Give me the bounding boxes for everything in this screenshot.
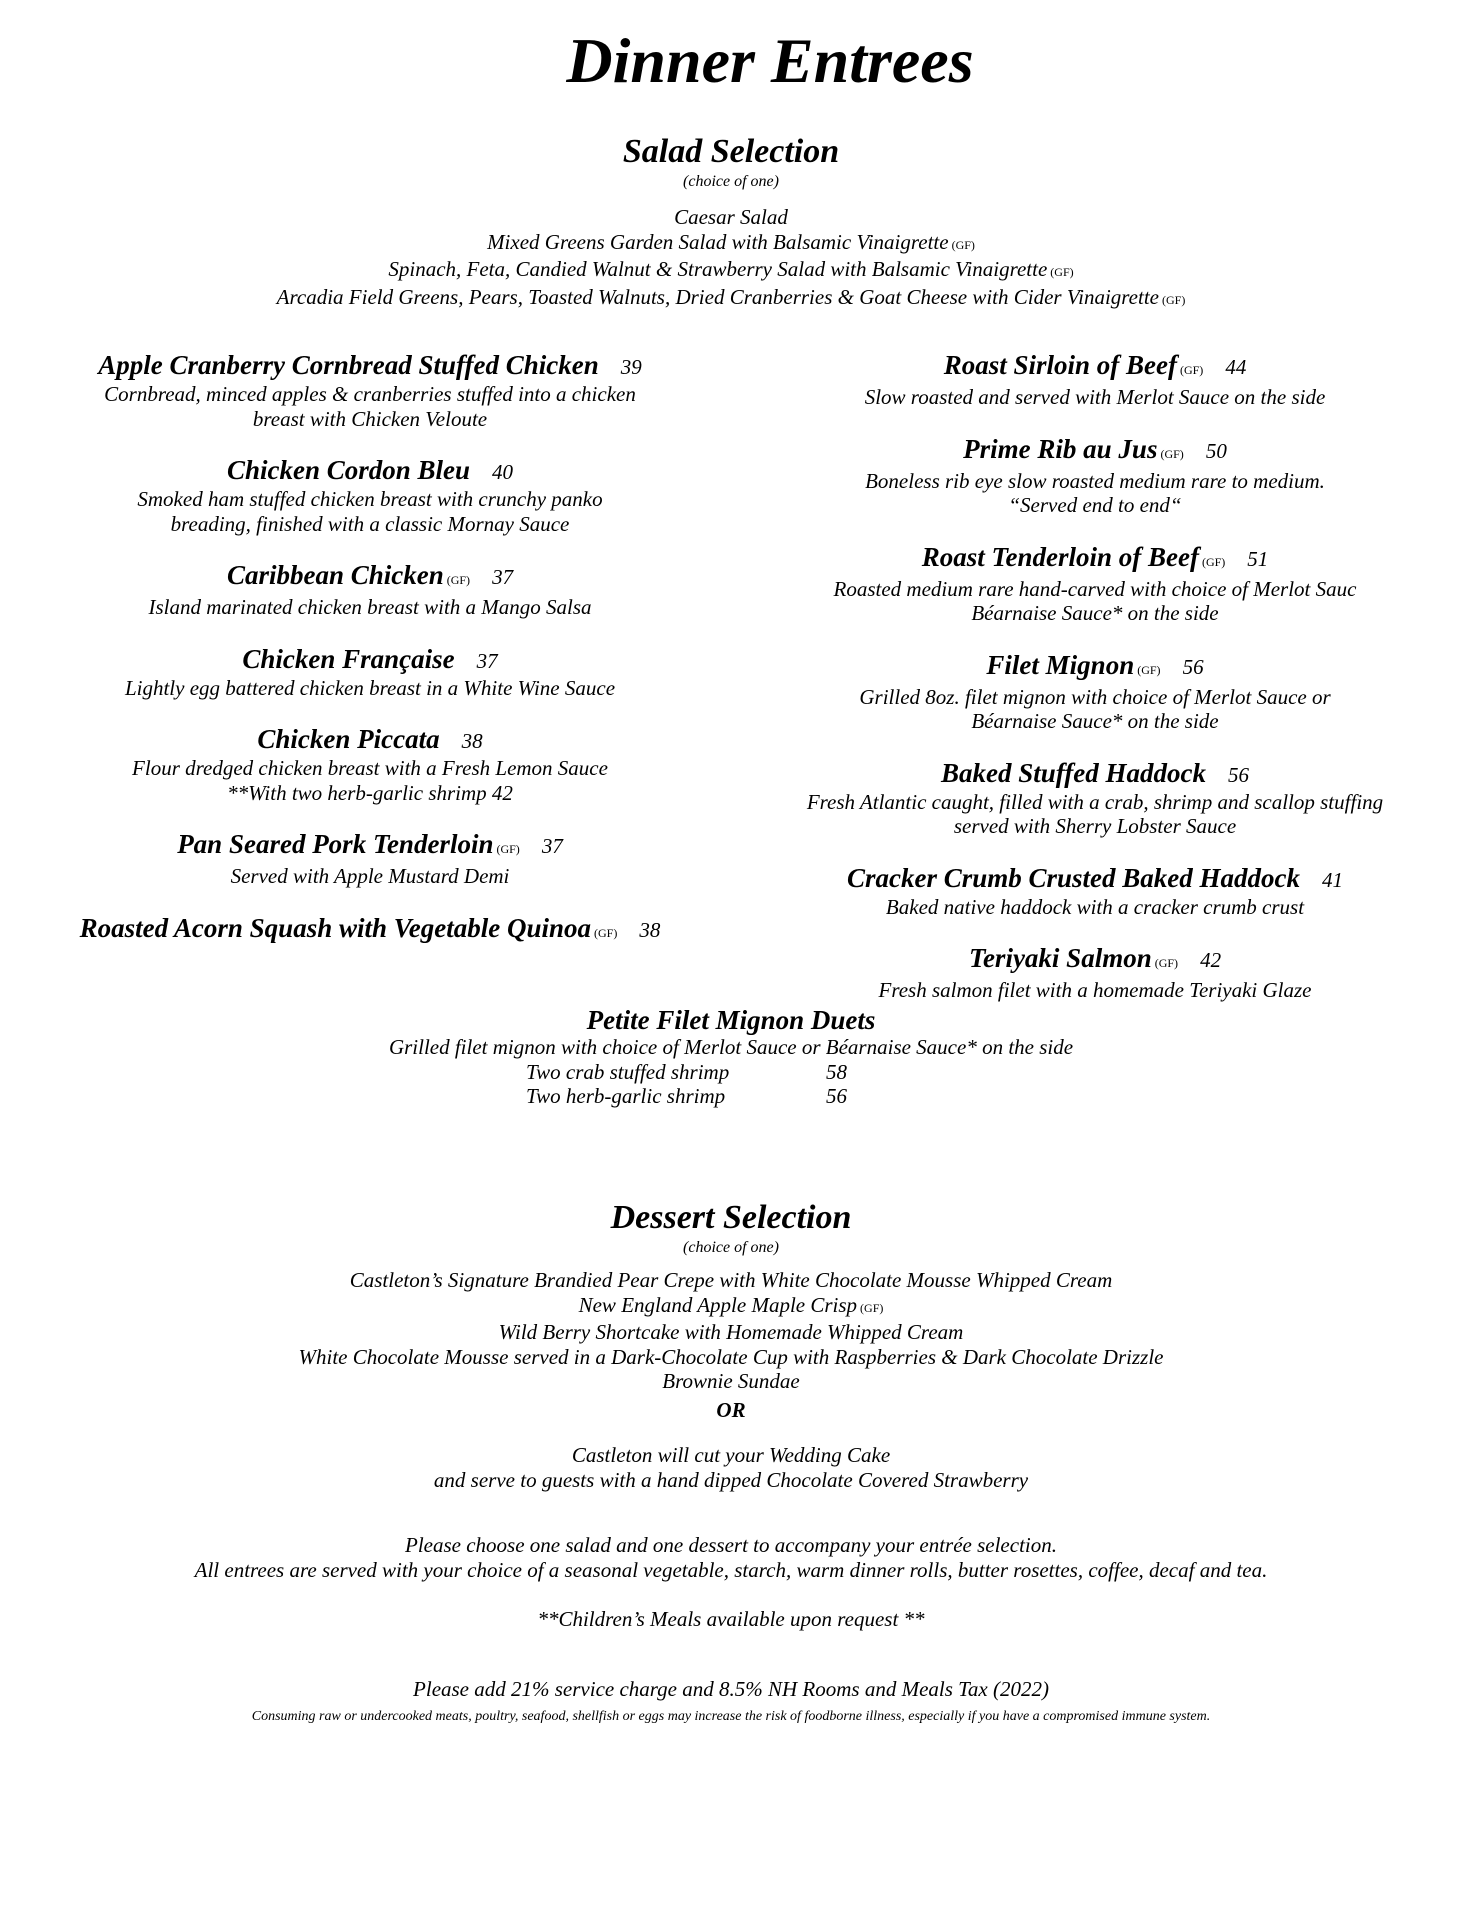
entree-price: 56 [1182,654,1204,679]
entree-description: Served with Apple Mustard Demi [230,864,510,888]
entrees-left-column [40,350,700,972]
entree-item [755,943,1435,1003]
duet-section [0,1005,1462,1109]
entree-item [40,350,700,431]
entree-description: Grilled 8oz. filet mignon with choice of Merlot Sauce or [859,684,1331,709]
entree-price: 41 [1322,867,1344,892]
salad-item: Mixed Greens Garden Salad with Balsamic Vinaigrette (GF) [487,229,975,254]
entree-description: Slow roasted and served with Merlot Sauce on the side [864,385,1326,409]
entree-item [755,650,1435,734]
entree-header [40,455,700,487]
dessert-item: New England Apple Maple Crisp (GF) [578,1292,884,1317]
entree-description: Fresh salmon filet with a homemade Teriyaki Glaze [878,978,1312,1002]
entree-header [40,829,700,864]
entree-name: Filet Mignon [986,649,1135,680]
duet-desc: Grilled filet mignon with choice of Merlot Sauce or Béarnaise Sauce* on the side [388,1035,1074,1059]
entree-item [40,913,700,948]
entree-description: Smoked ham stuffed chicken breast with crunchy panko [137,487,603,511]
entree-description: Cornbread, minced apples & cranberries stuffed into a chicken [104,382,636,406]
entree-description: breast with Chicken Veloute [252,406,488,431]
entree-price: 40 [492,460,514,484]
entree-item [40,560,700,620]
entree-item [40,455,700,536]
salad-heading: Salad Selection [622,133,840,170]
entree-name: Chicken Française [242,643,455,674]
duet-option-price: 58 [826,1059,847,1084]
entree-name: Pan Seared Pork Tenderloin [177,829,494,859]
dessert-item: Brownie Sundae [662,1369,800,1393]
entree-description: Roasted medium rare hand-carved with choice of Merlot Sauc [833,576,1357,601]
entree-description: breading, finished with a classic Mornay Sauce [170,511,570,536]
foodborne-disclaimer: Consuming raw or undercooked meats, poultry, seafood, shellfish or eggs may increase the risk of foodborne illness, especially if you have a compromised immune system. [251,1709,1211,1724]
entree-price: 42 [1200,948,1222,972]
entree-header [40,560,700,595]
gf-tag: (GF) [1050,265,1074,279]
entree-header [755,434,1435,469]
entree-header [755,650,1435,685]
entree-header [40,913,700,948]
entree-description: Boneless rib eye slow roasted medium rare to medium. [865,468,1325,493]
gf-tag: (GF) [1154,956,1179,970]
dessert-item: Castleton’s Signature Brandied Pear Crepe with White Chocolate Mousse Whipped Cream [349,1268,1113,1292]
entree-header [755,943,1435,978]
note-line: All entrees are served with your choice of a seasonal vegetable, starch, warm dinner rolls, butter rosettes, coffee, decaf and tea. [194,1557,1268,1582]
entree-price: 51 [1247,546,1269,571]
entree-name: Baked Stuffed Haddock [941,757,1206,788]
or-divider: OR [716,1398,746,1422]
entree-description: Island marinated chicken breast with a Mango Salsa [148,595,592,619]
entree-name: Teriyaki Salmon [968,943,1152,973]
page-title: Dinner Entrees [566,25,974,96]
gf-tag: (GF) [594,925,618,940]
entree-item [40,724,700,805]
salad-note: (choice of one) [683,173,779,190]
entree-price: 39 [620,355,642,379]
entree-name: Roast Tenderloin of Beef [921,541,1199,572]
duet-option-label: Two crab stuffed shrimp [526,1059,730,1084]
duet-name: Petite Filet Mignon Duets [586,1005,876,1035]
duet-options [526,1060,936,1109]
salad-item: Caesar Salad [674,205,788,229]
gf-tag: (GF) [496,842,520,856]
entree-price: 38 [639,917,661,942]
note-line: Please choose one salad and one dessert to accompany your entrée selection. [405,1533,1057,1557]
entree-price: 37 [492,565,514,589]
entree-item [40,829,700,889]
duet-option [526,1060,936,1085]
entree-name: Chicken Cordon Bleu [226,455,471,485]
entree-name: Caribbean Chicken [226,560,444,590]
salad-list [0,205,1462,312]
gf-tag: (GF) [1179,363,1204,377]
dessert-heading: Dessert Selection [610,1199,852,1236]
wedding-cake-line: Castleton will cut your Wedding Cake [571,1443,891,1467]
gf-tag: (GF) [1137,662,1161,677]
entree-item [40,644,700,701]
entree-header [755,758,1435,790]
salad-item: Spinach, Feta, Candied Walnut & Strawberry Salad with Balsamic Vinaigrette (GF) [388,257,1074,281]
wedding-cake-line: and serve to guests with a hand dipped Chocolate Covered Strawberry [433,1467,1029,1492]
salad-item: Arcadia Field Greens, Pears, Toasted Walnuts, Dried Cranberries & Goat Cheese with Cider Vinaigrette (GF) [276,284,1186,309]
dessert-item: White Chocolate Mousse served in a Dark-Chocolate Cup with Raspberries & Dark Chocolate Drizzle [298,1344,1164,1369]
entree-description: served with Sherry Lobster Sauce [953,814,1237,838]
entree-price: 38 [461,729,483,753]
entree-header [40,644,700,676]
entree-name: Roasted Acorn Squash with Vegetable Quinoa [79,912,591,943]
dessert-note: (choice of one) [683,1239,779,1256]
gf-tag: (GF) [1160,446,1184,461]
gf-tag: (GF) [1201,554,1226,569]
entree-header [755,863,1435,895]
entree-price: 37 [476,648,498,673]
gf-tag: (GF) [1162,292,1186,307]
entree-header [755,542,1435,577]
entree-description: Flour dredged chicken breast with a Fresh Lemon Sauce [132,756,608,780]
entrees-right-column [755,350,1435,1027]
entree-name: Roast Sirloin of Beef [943,350,1177,380]
wedding-cake-option [0,1443,1462,1492]
entree-price: 56 [1228,762,1249,787]
entree-price: 37 [541,834,563,858]
dessert-item: Wild Berry Shortcake with Homemade Whipped Cream [498,1320,964,1344]
entree-item [755,863,1435,920]
duet-option [526,1084,936,1109]
duet-option-label: Two herb-garlic shrimp [526,1084,726,1108]
duet-option-price: 56 [826,1084,847,1108]
entree-item [755,758,1435,839]
children-note: **Children’s Meals available upon request ** [537,1607,925,1631]
entree-price: 50 [1205,438,1227,463]
entree-description: Béarnaise Sauce* on the side [971,709,1219,733]
entree-name: Chicken Piccata [257,724,440,754]
entree-description: Lightly egg battered chicken breast in a White Wine Sauce [124,675,616,700]
entree-header [40,724,700,756]
entree-description: “Served end to end“ [1008,493,1182,517]
entree-item [755,542,1435,626]
gf-tag: (GF) [951,237,975,252]
entree-name: Cracker Crumb Crusted Baked Haddock [846,862,1301,893]
entree-item [755,350,1435,410]
entree-description: Fresh Atlantic caught, filled with a crab, shrimp and scallop stuffing [806,789,1384,814]
gf-tag: (GF) [860,1300,884,1315]
entree-description: **With two herb-garlic shrimp 42 [227,780,513,805]
entree-name: Apple Cranberry Cornbread Stuffed Chicken [98,350,599,380]
entree-name: Prime Rib au Jus [963,433,1158,464]
entree-description: Béarnaise Sauce* on the side [971,601,1219,625]
service-charge-note: Please add 21% service charge and 8.5% NH Rooms and Meals Tax (2022) [413,1677,1049,1701]
entree-price: 44 [1225,355,1247,379]
entree-item [755,434,1435,518]
entree-header [755,350,1435,385]
entree-description: Baked native haddock with a cracker crumb crust [885,894,1305,919]
accompaniment-note [0,1533,1462,1582]
entree-header [40,350,700,382]
dessert-list [0,1268,1462,1394]
gf-tag: (GF) [446,573,471,587]
